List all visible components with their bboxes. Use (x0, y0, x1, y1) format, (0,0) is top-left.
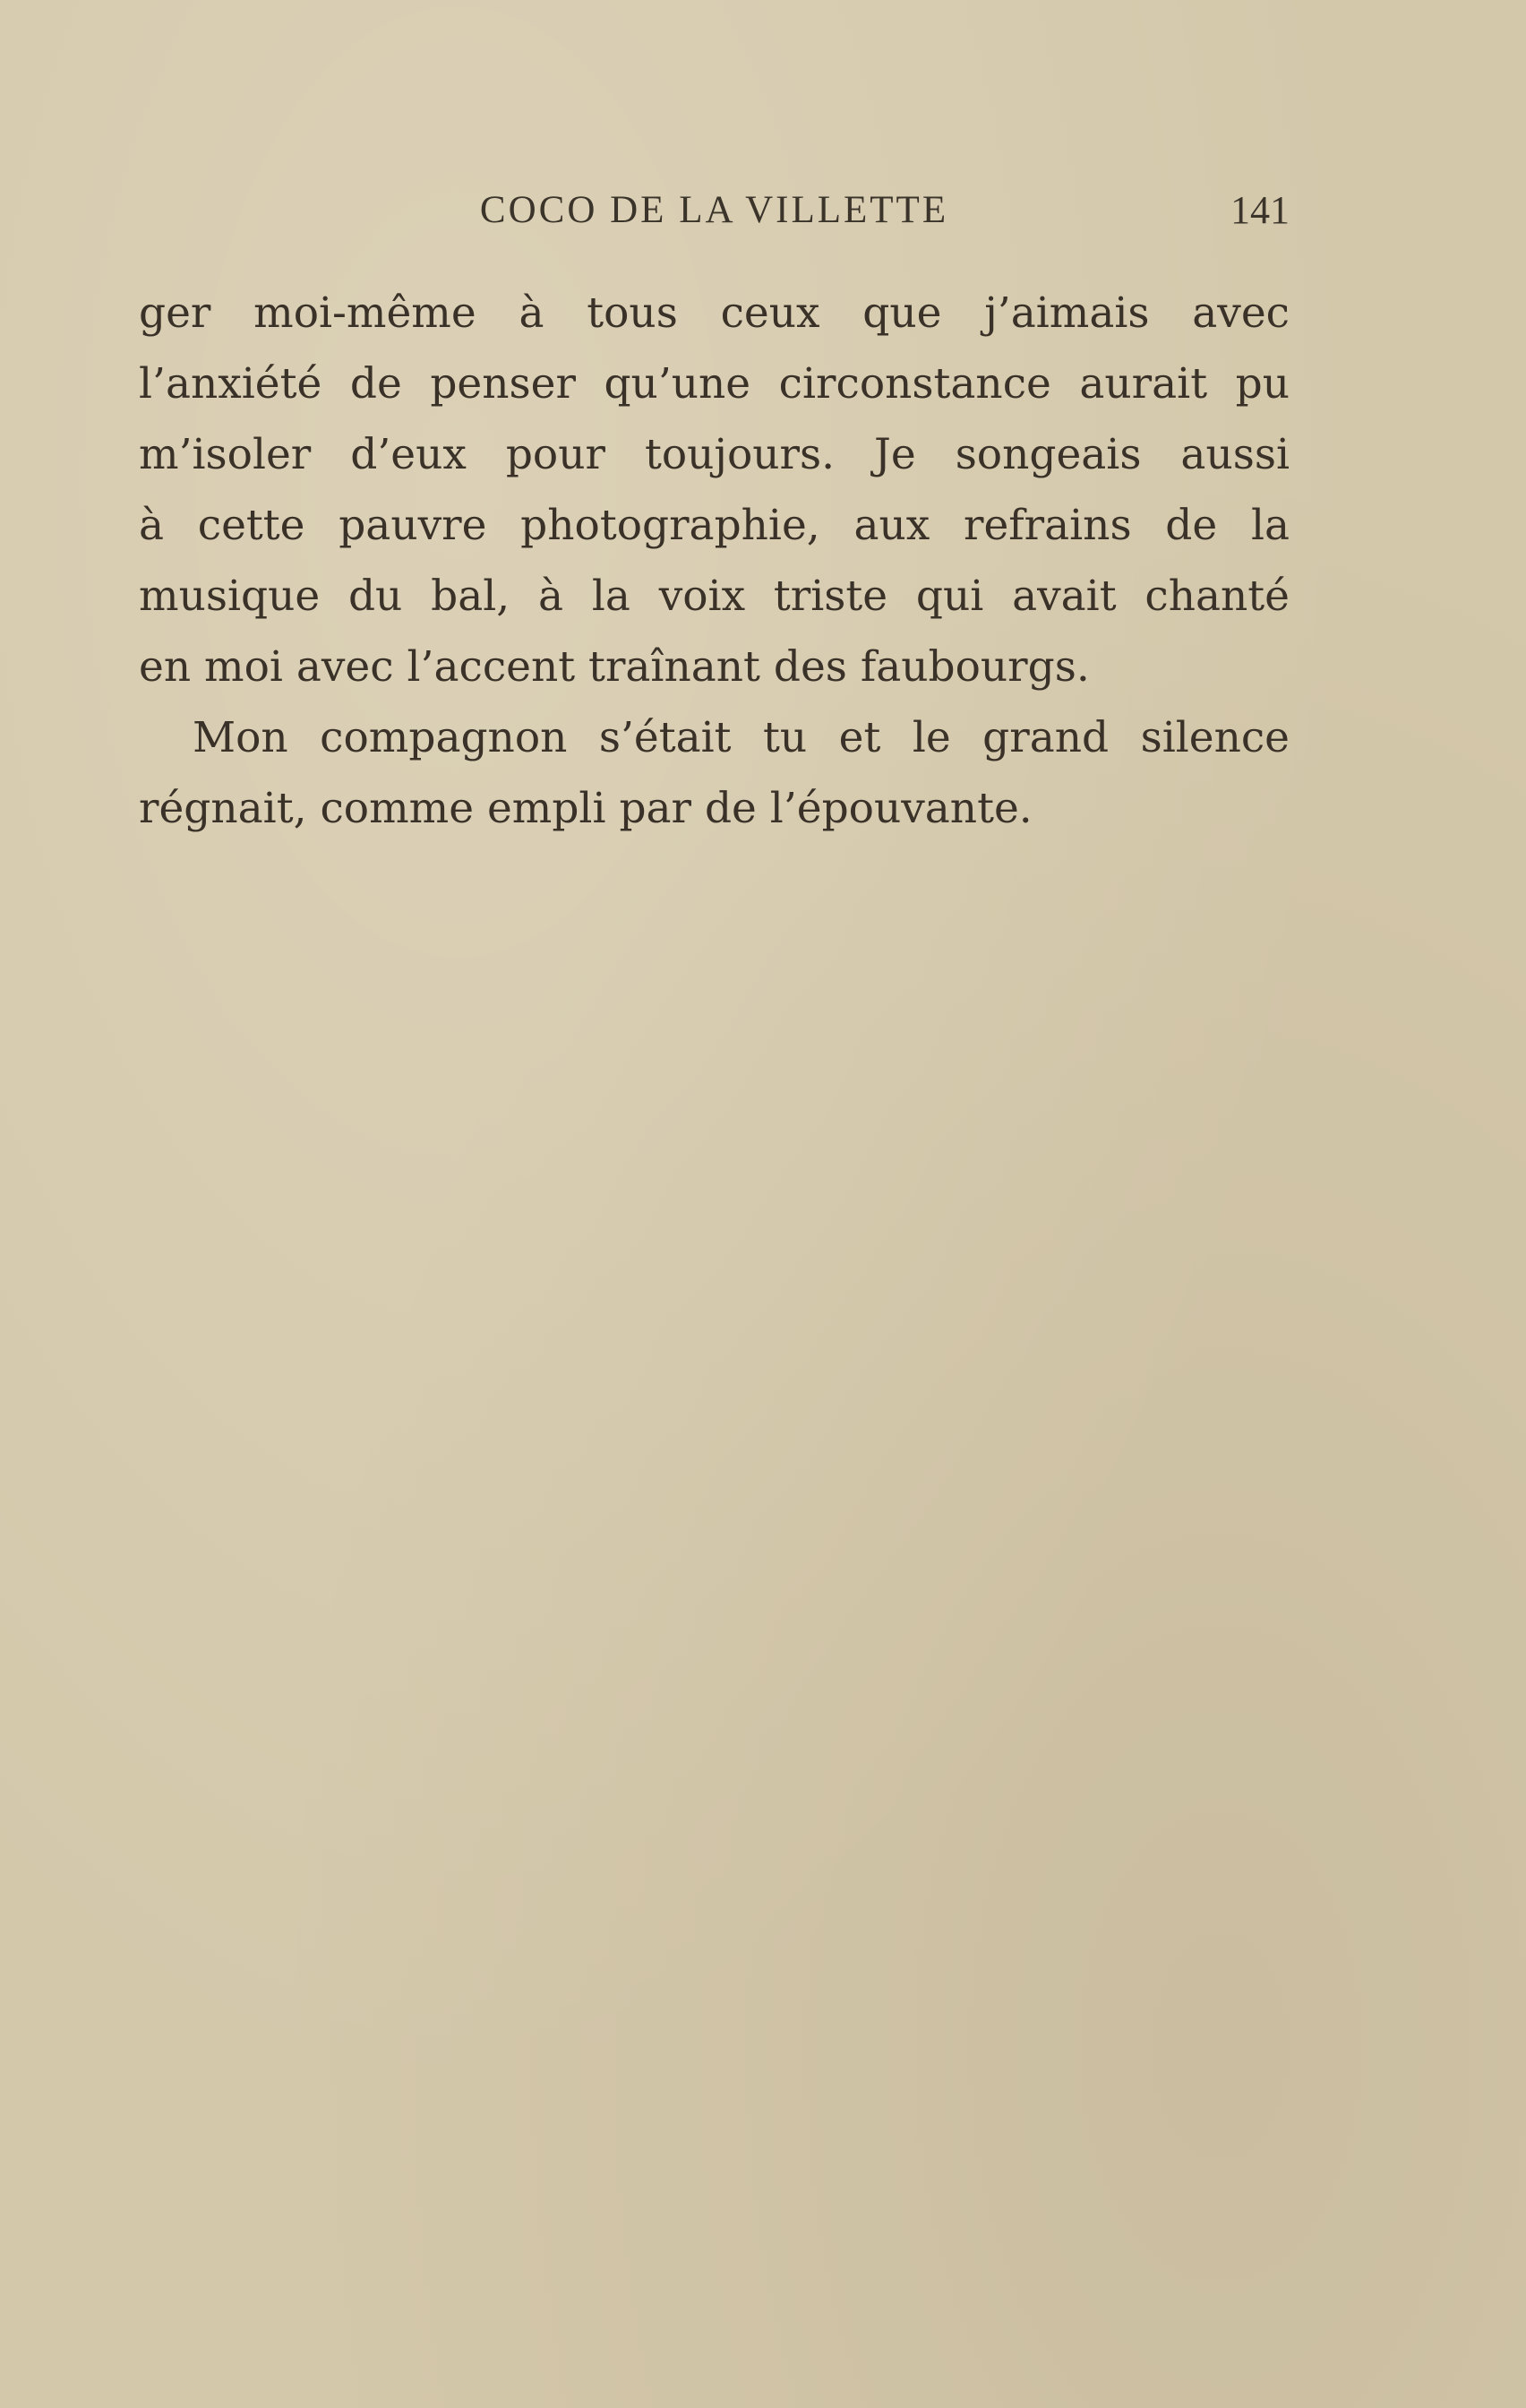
text-line: musique du bal, à la voix triste qui avait chanté (139, 572, 1290, 621)
text-line: régnait, comme empli par de l’épouvante. (139, 784, 1033, 833)
text-line: ger moi-même à tous ceux que j’aimais avec (139, 288, 1290, 338)
text-line: à cette pauvre photographie, aux refrains de la (139, 501, 1290, 550)
running-title: COCO DE LA VILLETTE (479, 189, 949, 231)
text-line: Mon compagnon s’était tu et le grand silence (193, 713, 1290, 762)
page-number: 141 (1230, 188, 1290, 232)
text-line: l’anxiété de penser qu’une circonstance aurait pu (139, 359, 1290, 408)
text-line: m’isoler d’eux pour toujours. Je songeais aussi (139, 430, 1290, 479)
text-line: en moi avec l’accent traînant des faubourgs. (139, 642, 1090, 692)
running-head (139, 184, 1290, 237)
body-text (139, 278, 1290, 844)
